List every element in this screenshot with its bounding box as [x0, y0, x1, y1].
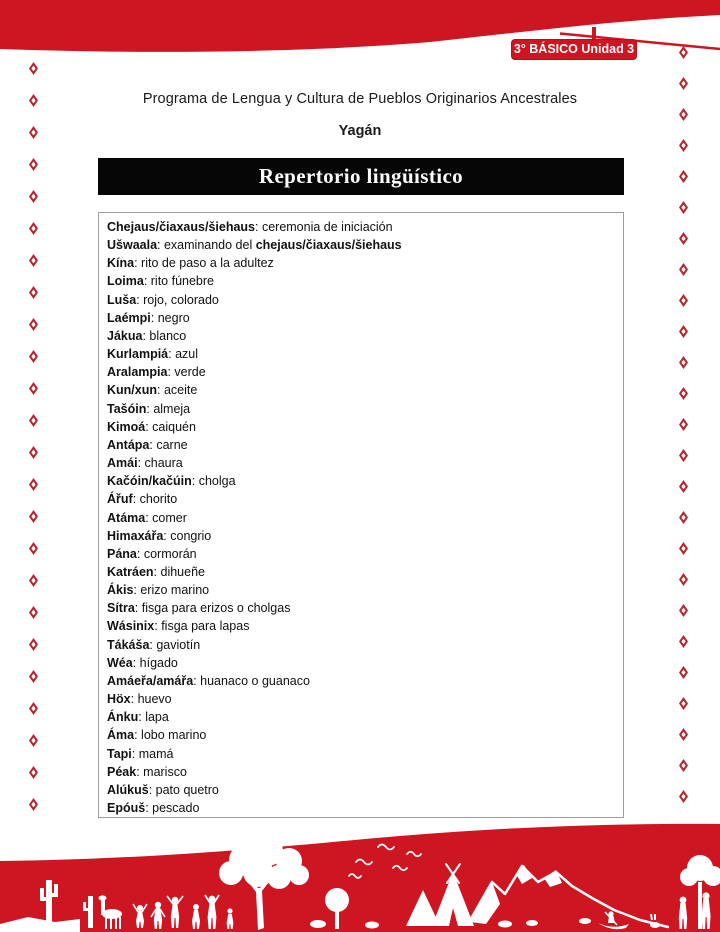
diamond-icon — [679, 573, 688, 586]
diamond-icon — [29, 606, 38, 619]
diamond-icon — [29, 638, 38, 651]
repertoire-entry: Ušwaala: examinando del chejaus/čiaxaus/šiehaus — [107, 238, 402, 253]
repertoire-entry: Alúkuš: pato quetro — [107, 782, 219, 797]
definition-text: carne — [156, 437, 188, 452]
term-text: Kun/xun — [107, 383, 157, 398]
diamond-icon — [679, 728, 688, 741]
definition-text: gaviotín — [156, 637, 201, 652]
diamond-icon — [29, 94, 38, 107]
term-text: Ušwaala — [107, 238, 158, 253]
definition-text: hígado — [139, 655, 178, 670]
definition-text: huevo — [137, 692, 172, 707]
repertoire-entry: Katráen: dihueñe — [107, 564, 205, 579]
diamond-icon — [679, 108, 688, 121]
diamond-icon — [679, 325, 688, 338]
repertoire-entry: Tašóin: almeja — [107, 401, 191, 416]
term-text: Tapi — [107, 746, 132, 761]
definition-text: cholga — [198, 474, 236, 489]
definition-text: almeja — [153, 401, 191, 416]
diamond-icon — [29, 798, 38, 811]
definition-text: examinando del — [163, 238, 256, 253]
term-text: Luša — [107, 292, 137, 307]
term-text: Amái — [107, 456, 138, 471]
section-banner-title: Repertorio lingüístico — [258, 164, 464, 188]
diamond-icon — [29, 382, 38, 395]
repertoire-entry: Epóuš: pescado — [107, 801, 200, 815]
term-text: Kačóin/kačúin — [107, 474, 192, 489]
term-text: Alúkuš — [107, 782, 149, 797]
term-text: Aralampia — [107, 365, 168, 380]
repertoire-entry: Áma: lobo marino — [107, 728, 207, 743]
unit-badge — [511, 39, 637, 60]
term-text: Epóuš — [107, 801, 146, 815]
diamond-icon — [679, 697, 688, 710]
diamond-icon — [679, 666, 688, 679]
diamond-icon — [679, 449, 688, 462]
diamond-icon — [29, 158, 38, 171]
definition-text: rito fúnebre — [150, 274, 214, 289]
repertoire-entry: Ářuf: chorito — [107, 492, 178, 507]
term-text: Péak — [107, 764, 137, 779]
repertoire-entry: Kína: rito de paso a la adultez — [107, 256, 274, 271]
diamond-icon — [29, 734, 38, 747]
diamond-icon — [679, 480, 688, 493]
definition-text: congrio — [170, 528, 212, 543]
definition-text: erizo marino — [140, 583, 210, 598]
definition-text: dihueñe — [160, 564, 205, 579]
repertoire-entry: Wéa: hígado — [107, 655, 178, 670]
diamond-icon — [29, 254, 38, 267]
diamond-icon — [29, 542, 38, 555]
footer-artwork — [0, 820, 720, 932]
term-text: Wéa — [107, 655, 133, 670]
repertoire-entry: Wásinix: fisga para lapas — [107, 619, 250, 634]
term-text: Himaxářa — [107, 528, 164, 543]
definition-text: chaura — [144, 456, 183, 471]
definition-bold-text: chejaus/čiaxaus/šiehaus — [255, 238, 402, 253]
term-text: Höx — [107, 692, 131, 707]
term-text: Áma — [107, 728, 135, 743]
diamond-icon — [29, 318, 38, 331]
program-title: Programa de Lengua y Cultura de Pueblos Originarios Ancestrales — [142, 91, 578, 107]
diamond-border-left — [29, 62, 38, 811]
repertoire-entry: Tapi: mamá — [107, 746, 174, 761]
term-text: Wásinix — [107, 619, 155, 634]
diamond-icon — [679, 294, 688, 307]
definition-text: azul — [175, 347, 199, 362]
repertoire-entry: Jákua: blanco — [107, 328, 187, 343]
diamond-icon — [679, 542, 688, 555]
definition-text: negro — [157, 310, 190, 325]
definition-text: pato quetro — [155, 782, 219, 797]
repertoire-entry: Amáeřa/amářa: huanaco o guanaco — [107, 673, 310, 688]
definition-text: mamá — [138, 746, 174, 761]
term-text: Loima — [107, 274, 144, 289]
repertoire-entry: Péak: marisco — [107, 764, 187, 779]
diamond-icon — [679, 201, 688, 214]
diamond-icon — [29, 62, 38, 75]
repertoire-entry: Ánku: lapa — [107, 710, 169, 725]
diamond-icon — [679, 511, 688, 524]
diamond-icon — [679, 635, 688, 648]
diamond-icon — [679, 170, 688, 183]
repertoire-entry: Tákáša: gaviotín — [107, 637, 201, 652]
repertoire-entry: Amái: chaura — [107, 456, 183, 471]
term-text: Ánku — [107, 710, 139, 725]
definition-text: verde — [174, 365, 206, 380]
definition-text: lobo marino — [141, 728, 207, 743]
definition-text: pescado — [152, 801, 200, 815]
diamond-icon — [679, 387, 688, 400]
definition-text: ceremonia de iniciación — [261, 220, 393, 234]
definition-text: huanaco o guanaco — [200, 673, 310, 688]
language-title: Yagán — [338, 123, 382, 139]
diamond-icon — [29, 478, 38, 491]
term-text: Atáma — [107, 510, 146, 525]
diamond-icon — [29, 350, 38, 363]
definition-text: caiquén — [152, 419, 196, 434]
definition-text: chorito — [139, 492, 178, 507]
diamond-icon — [679, 759, 688, 772]
term-text: Kurlampiá — [107, 347, 169, 362]
repertoire-entry: Höx: huevo — [107, 692, 172, 707]
repertoire-entry: Kurlampiá: azul — [107, 347, 199, 362]
term-text: Antápa — [107, 437, 150, 452]
term-text: Kína — [107, 256, 135, 271]
diamond-icon — [29, 670, 38, 683]
term-text: Amáeřa/amářa — [107, 673, 194, 688]
repertoire-entry: Sítra: fisga para erizos o cholgas — [107, 601, 291, 616]
definition-text: comer — [152, 510, 187, 525]
diamond-icon — [679, 232, 688, 245]
term-text: Katráen — [107, 564, 154, 579]
term-text: Laémpi — [107, 310, 151, 325]
repertoire-entry: Luša: rojo, colorado — [107, 292, 219, 307]
repertoire-entry: Atáma: comer — [107, 510, 187, 525]
repertoire-entry: Antápa: carne — [107, 437, 188, 452]
diamond-icon — [29, 414, 38, 427]
repertoire-entry: Laémpi: negro — [107, 310, 190, 325]
definition-text: aceite — [163, 383, 198, 398]
diamond-icon — [29, 286, 38, 299]
term-text: Sítra — [107, 601, 135, 616]
definition-text: marisco — [143, 764, 187, 779]
diamond-icon — [29, 574, 38, 587]
definition-text: fisga para erizos o cholgas — [141, 601, 291, 616]
repertoire-entry: Kun/xun: aceite — [107, 383, 198, 398]
repertoire-entry: Pána: cormorán — [107, 546, 197, 561]
section-banner — [98, 158, 624, 195]
term-text: Ářuf — [107, 492, 133, 507]
unit-badge-label: 3° BÁSICO Unidad 3 — [513, 42, 635, 56]
term-text: Ákis — [107, 583, 134, 598]
diamond-icon — [679, 790, 688, 803]
term-text: Jákua — [107, 328, 143, 343]
term-text: Pána — [107, 546, 137, 561]
term-text: Kimoá — [107, 419, 146, 434]
diamond-icon — [29, 766, 38, 779]
diamond-icon — [679, 77, 688, 90]
definition-text: lapa — [145, 710, 169, 725]
definition-text: rojo, colorado — [143, 292, 219, 307]
definition-text: cormorán — [143, 546, 197, 561]
diamond-icon — [679, 139, 688, 152]
term-text: Chejaus/čiaxaus/šiehaus — [107, 220, 255, 234]
diamond-icon — [29, 126, 38, 139]
repertoire-box — [98, 212, 624, 818]
term-text: Tašóin — [107, 401, 147, 416]
repertoire-entry: Kimoá: caiquén — [107, 419, 196, 434]
diamond-icon — [29, 190, 38, 203]
diamond-border-right — [679, 46, 688, 803]
diamond-icon — [29, 222, 38, 235]
repertoire-entry: Loima: rito fúnebre — [107, 274, 214, 289]
diamond-icon — [29, 446, 38, 459]
definition-text: blanco — [149, 328, 187, 343]
definition-text: fisga para lapas — [161, 619, 250, 634]
repertoire-entry: Ákis: erizo marino — [107, 583, 210, 598]
term-text: Tákáša — [107, 637, 150, 652]
repertoire-entry: Kačóin/kačúin: cholga — [107, 474, 236, 489]
diamond-icon — [679, 356, 688, 369]
diamond-icon — [679, 604, 688, 617]
diamond-icon — [679, 418, 688, 431]
diamond-icon — [679, 263, 688, 276]
diamond-icon — [29, 702, 38, 715]
diamond-icon — [29, 510, 38, 523]
definition-text: rito de paso a la adultez — [141, 256, 274, 271]
repertoire-entry: Himaxářa: congrio — [107, 528, 212, 543]
repertoire-entry: Aralampia: verde — [107, 365, 206, 380]
repertoire-entry: Chejaus/čiaxaus/šiehaus: ceremonia de iniciación — [107, 220, 393, 234]
diamond-icon — [679, 46, 688, 59]
